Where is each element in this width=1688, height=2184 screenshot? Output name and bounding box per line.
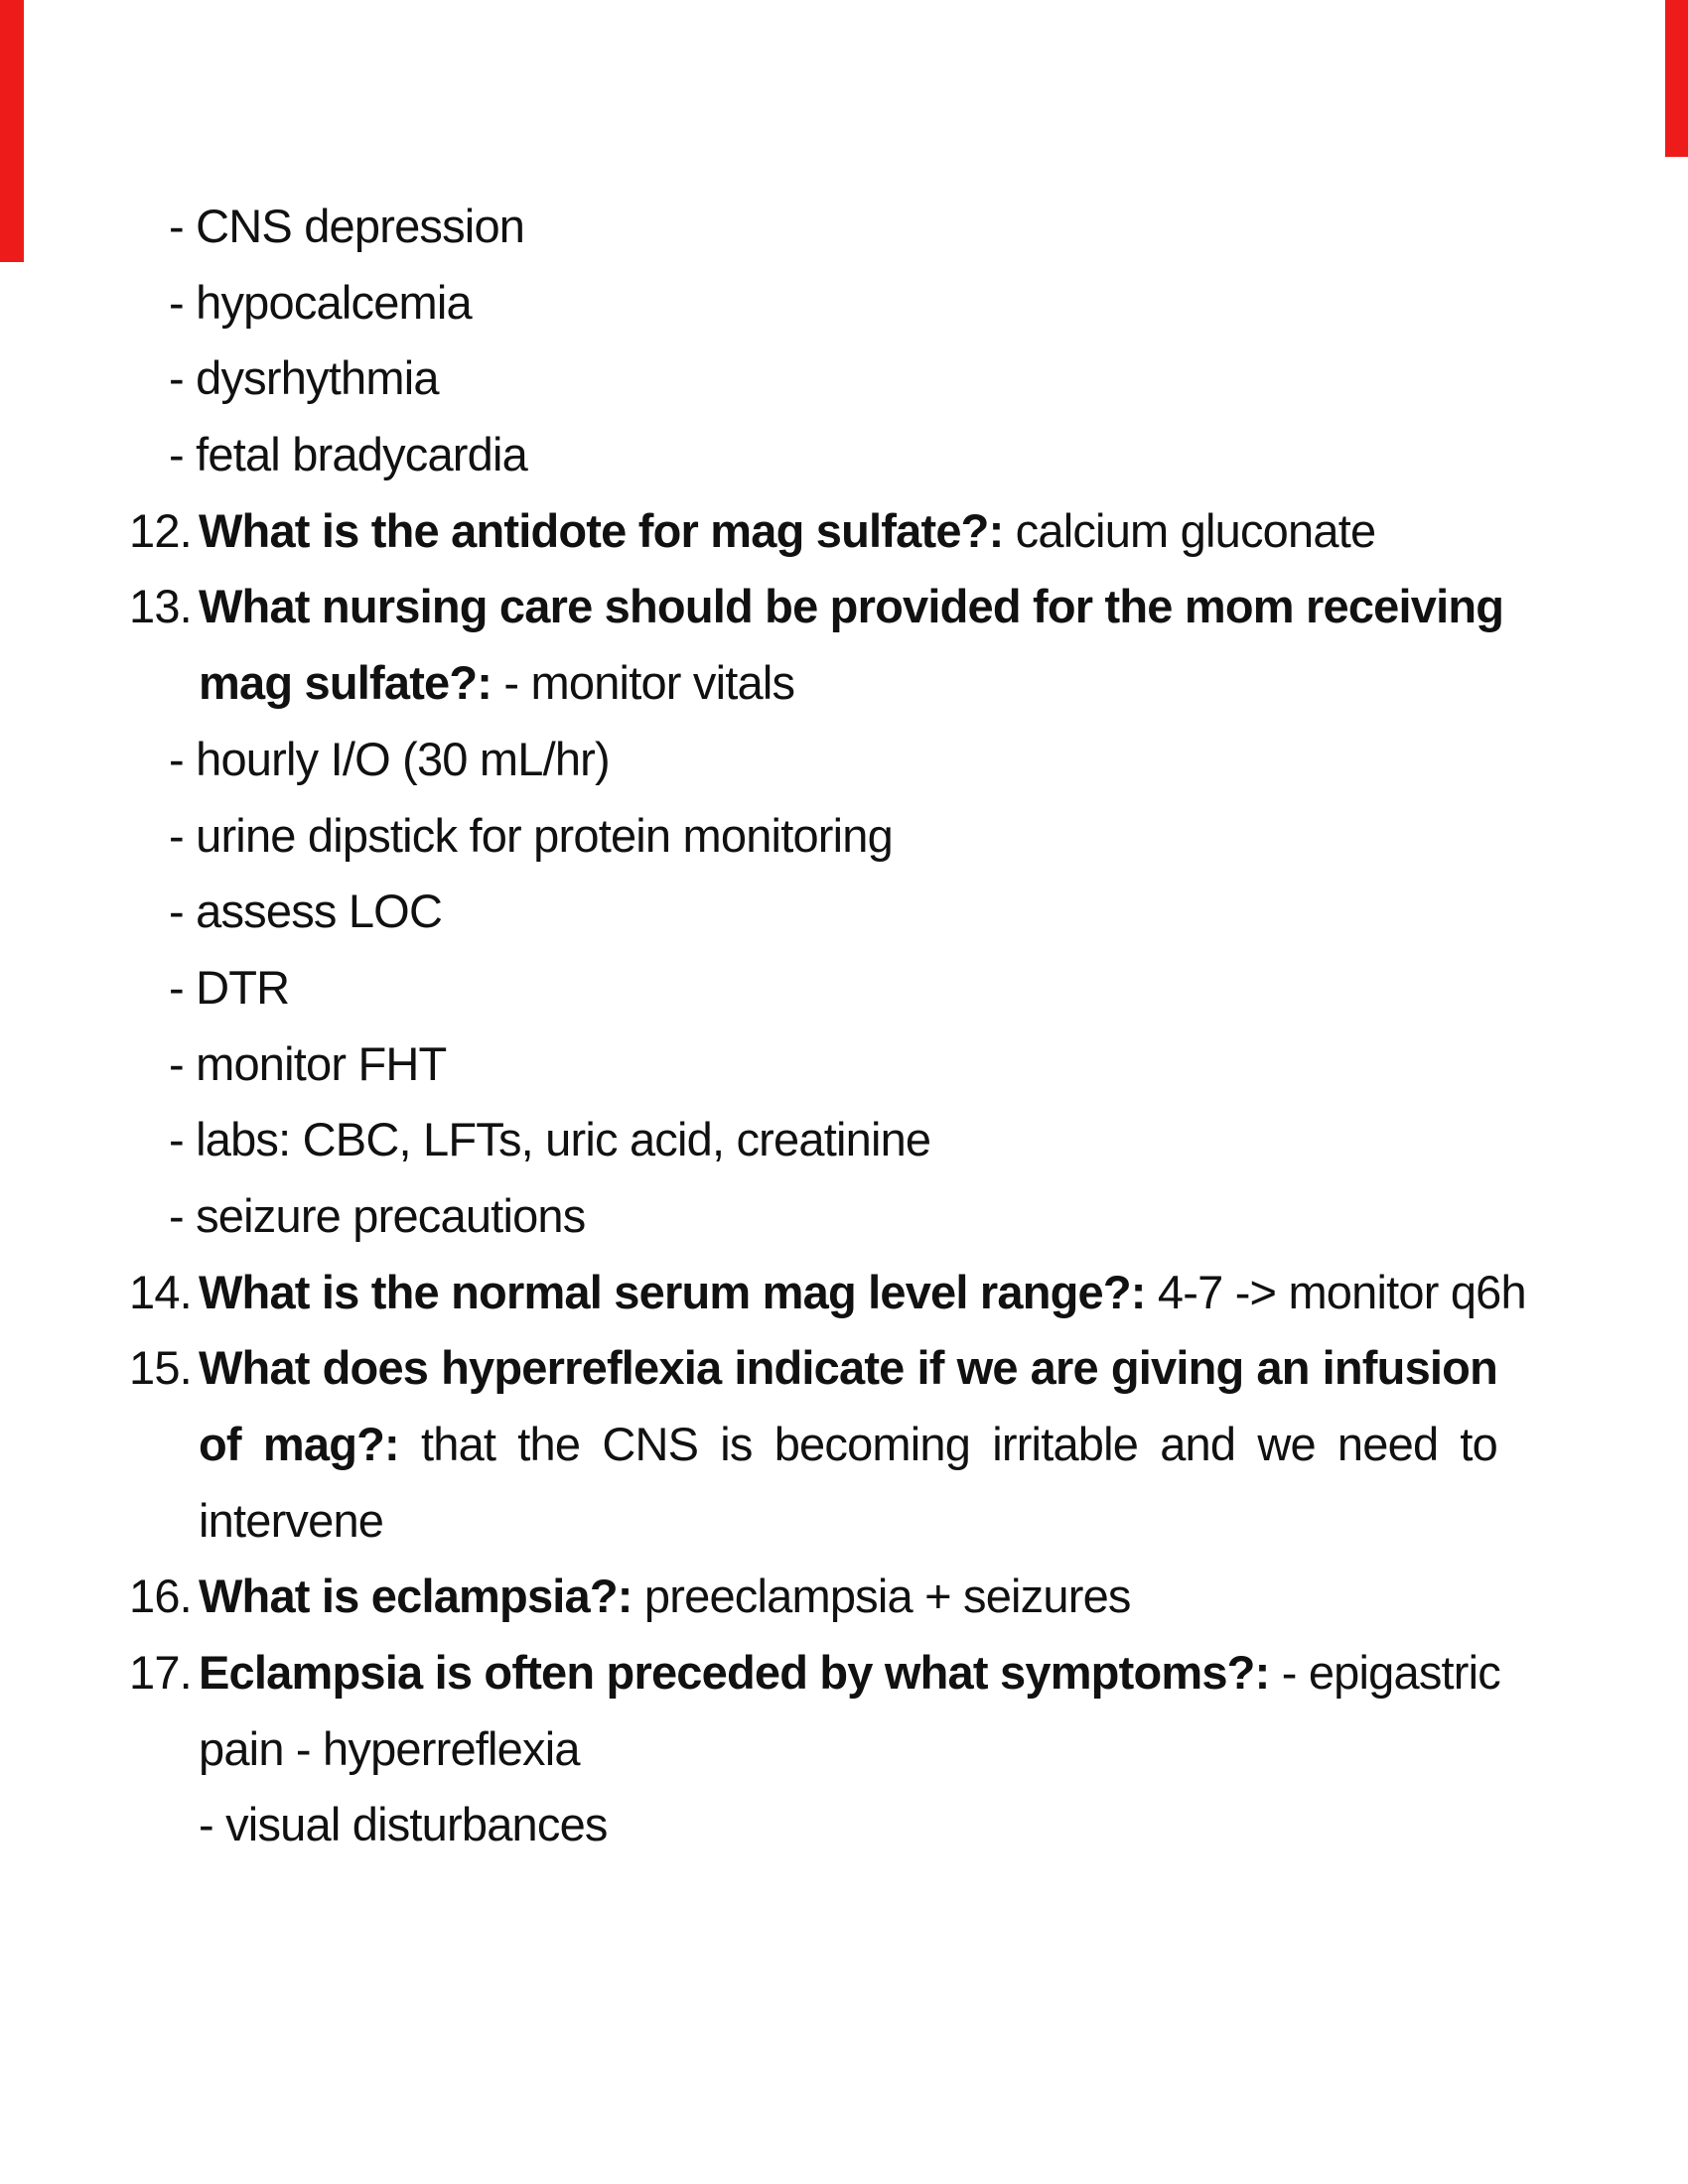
- list-number: 14.: [129, 1265, 192, 1318]
- line-text: of mag?: that the CNS is becoming irritable and we need to: [199, 1418, 1497, 1470]
- line-text: - visual disturbances: [199, 1798, 608, 1851]
- line-text: What is the antidote for mag sulfate?: calcium gluconate: [199, 503, 1376, 557]
- line-text: - assess LOC: [169, 885, 443, 938]
- line-text: What nursing care should be provided for the mom receiving: [199, 580, 1504, 633]
- line-text: What does hyperreflexia indicate if we are giving an infusion: [199, 1341, 1497, 1395]
- line-text: - fetal bradycardia: [169, 428, 527, 481]
- document-line: [0, 1483, 1688, 1560]
- line-text: - labs: CBC, LFTs, uric acid, creatinine: [169, 1113, 931, 1166]
- document-line: [0, 265, 1688, 341]
- line-text: What is the normal serum mag level range?: 4-7 -> monitor q6h: [199, 1265, 1526, 1318]
- line-text: Eclampsia is often preceded by what symptoms?: - epigastric: [199, 1646, 1500, 1700]
- document-line: [0, 1255, 1688, 1331]
- document-line: [0, 1102, 1688, 1178]
- document-line: [0, 1559, 1688, 1635]
- document-line: [0, 798, 1688, 875]
- line-text: pain - hyperreflexia: [199, 1721, 580, 1775]
- list-number: 13.: [129, 580, 192, 633]
- line-text: - DTR: [169, 960, 290, 1014]
- list-number: 17.: [129, 1646, 192, 1700]
- line-text: - dysrhythmia: [169, 351, 439, 405]
- list-number: 12.: [129, 503, 192, 557]
- line-text: - CNS depression: [169, 200, 525, 252]
- line-text: - seizure precautions: [169, 1188, 586, 1242]
- line-text: - urine dipstick for protein monitoring: [169, 808, 893, 862]
- document-line: [0, 493, 1688, 570]
- document-line: [0, 341, 1688, 417]
- document-line: [0, 1407, 1688, 1483]
- document-line: [0, 417, 1688, 493]
- document-text-block: [0, 189, 1688, 1863]
- document-line: [0, 1635, 1688, 1711]
- page-edge-marker-right: [1665, 0, 1688, 157]
- document-line: [0, 1330, 1688, 1407]
- line-text: intervene: [199, 1493, 384, 1547]
- line-text: - monitor FHT: [169, 1036, 447, 1090]
- line-text: mag sulfate?: - monitor vitals: [199, 656, 795, 710]
- document-line: [0, 645, 1688, 722]
- document-line: [0, 722, 1688, 798]
- document-line: [0, 189, 1688, 265]
- document-line: [0, 1787, 1688, 1863]
- list-number: 15.: [129, 1341, 192, 1395]
- document-line: [0, 1178, 1688, 1255]
- document-line: [0, 874, 1688, 950]
- line-text: What is eclampsia?: preeclampsia + seizures: [199, 1570, 1131, 1623]
- document-line: [0, 1026, 1688, 1103]
- line-text: - hypocalcemia: [169, 275, 472, 329]
- document-line: [0, 569, 1688, 645]
- document-line: [0, 950, 1688, 1026]
- document-line: [0, 1711, 1688, 1788]
- line-text: - hourly I/O (30 mL/hr): [169, 732, 610, 785]
- list-number: 16.: [129, 1570, 192, 1623]
